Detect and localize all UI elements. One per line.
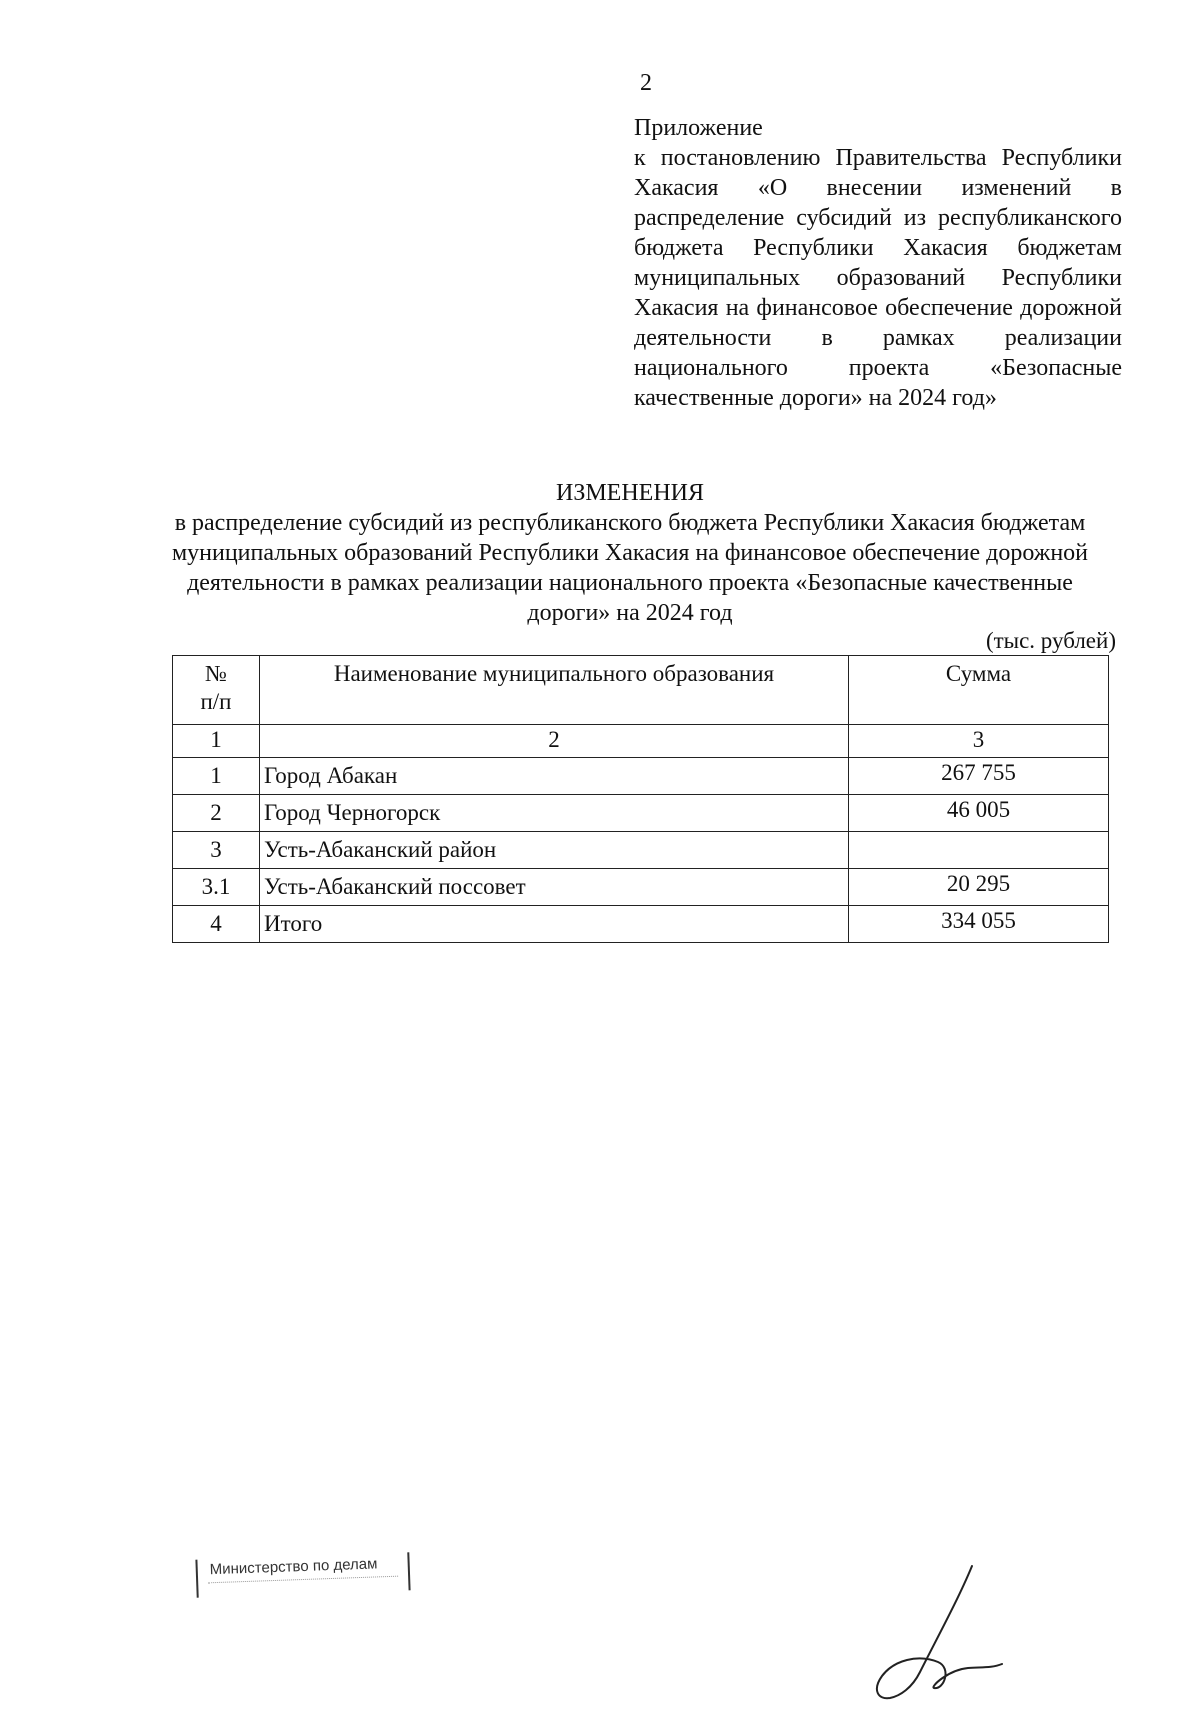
appendix-title: Приложение bbox=[634, 115, 763, 141]
header-name: Наименование муниципального образования bbox=[260, 656, 849, 725]
units-label: (тыс. рублей) bbox=[985, 628, 1116, 653]
table-row bbox=[173, 869, 1109, 906]
column-number-1: 1 bbox=[173, 725, 260, 758]
header-number bbox=[173, 656, 260, 725]
row-number: 1 bbox=[173, 758, 260, 795]
row-number: 3.1 bbox=[173, 869, 260, 906]
row-name: Город Абакан bbox=[260, 758, 849, 795]
row-name: Усть-Абаканский поссовет bbox=[260, 869, 849, 906]
document-heading: ИЗМЕНЕНИЯ bbox=[555, 480, 705, 506]
ministry-stamp bbox=[195, 1552, 410, 1597]
table-row bbox=[173, 758, 1109, 795]
table-row bbox=[173, 795, 1109, 832]
document-subheading: в распределение субсидий из республиканского бюджета Республики Хакасия бюджетам муниципальных образований Республики Хакасия на финансовое обеспечение дорожной деятельности в рамках реализации национального проекта «Безопасные качественные дороги» на 2024 год bbox=[171, 510, 1089, 626]
row-number: 3 bbox=[173, 832, 260, 869]
row-number: 2 bbox=[173, 795, 260, 832]
row-sum bbox=[849, 832, 1109, 869]
signature-mark bbox=[860, 1560, 1010, 1710]
page-number: 2 bbox=[640, 70, 652, 96]
header-sum: Сумма bbox=[849, 656, 1109, 725]
header-number-line1: № bbox=[205, 661, 227, 686]
appendix-block bbox=[634, 113, 1122, 413]
table-header-row bbox=[173, 656, 1109, 725]
row-name: Итого bbox=[260, 906, 849, 943]
row-number: 4 bbox=[173, 906, 260, 943]
row-sum: 267 755 bbox=[849, 758, 1109, 795]
row-sum: 334 055 bbox=[849, 906, 1109, 943]
column-number-row bbox=[173, 725, 1109, 758]
column-number-3: 3 bbox=[849, 725, 1109, 758]
appendix-text: к постановлению Правительства Республики Хакасия «О внесении изменений в распределение субсидий из республиканского бюджета Республики Хакасия бюджетам муниципальных образований Республики Хакасия на финансовое обеспечение дорожной деятельности в рамках реализации национального проекта «Безопасные качественные дороги» на 2024 год» bbox=[634, 145, 1122, 411]
stamp-faded-line bbox=[208, 1576, 398, 1592]
table-row bbox=[173, 832, 1109, 869]
stamp-text: Министерство по делам bbox=[209, 1555, 378, 1579]
column-number-2: 2 bbox=[260, 725, 849, 758]
row-sum: 20 295 bbox=[849, 869, 1109, 906]
row-name: Усть-Абаканский район bbox=[260, 832, 849, 869]
row-sum: 46 005 bbox=[849, 795, 1109, 832]
document-title bbox=[160, 478, 1100, 628]
subsidy-table bbox=[172, 655, 1109, 943]
header-number-line2: п/п bbox=[200, 689, 232, 714]
table-row bbox=[173, 906, 1109, 943]
row-name: Город Черногорск bbox=[260, 795, 849, 832]
